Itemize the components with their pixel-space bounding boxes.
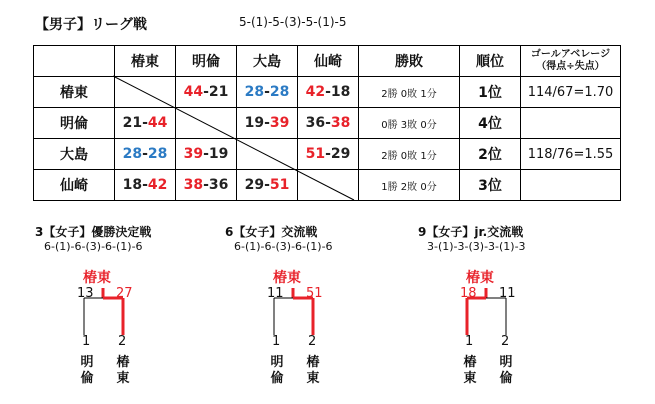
- bracket-right-score: 11: [499, 286, 516, 301]
- col-header: 仙崎: [298, 46, 359, 77]
- team-name: 明倫: [34, 108, 115, 139]
- score-opp: 21: [208, 84, 229, 100]
- bracket-right-score: 51: [306, 286, 323, 301]
- score-dash: -: [142, 177, 148, 193]
- average-cell: 118/76=1.55: [521, 139, 621, 170]
- score-dash: -: [264, 115, 270, 131]
- score-opp: 44: [147, 115, 168, 131]
- bracket-right-seed: 2: [308, 334, 317, 349]
- league-title: 【男子】リーグ戦: [35, 17, 147, 33]
- bracket-winner: 椿東: [466, 270, 494, 286]
- score-own: 19: [244, 115, 265, 131]
- score-opp: 38: [330, 115, 351, 131]
- bracket-lines: [35, 280, 155, 340]
- score-own: 42: [305, 84, 326, 100]
- bracket-winner: 椿東: [273, 270, 301, 286]
- bracket-left-team-2: 倫: [80, 371, 94, 386]
- bracket-right-team-1: 椿: [116, 355, 130, 370]
- bracket-right-team-2: 東: [306, 371, 320, 386]
- bracket-left-seed: 1: [465, 334, 474, 349]
- score-opp: 28: [269, 84, 290, 100]
- col-header: 椿東: [115, 46, 176, 77]
- score-opp: 42: [147, 177, 168, 193]
- col-header: 明倫: [176, 46, 237, 77]
- rank-cell: 4位: [460, 108, 521, 139]
- league-formula: 5-(1)-5-(3)-5-(1)-5: [239, 15, 347, 29]
- bracket-left-seed: 1: [272, 334, 281, 349]
- diagonal-line: [113, 76, 354, 200]
- score-own: 39: [183, 146, 204, 162]
- score-own: 36: [305, 115, 326, 131]
- team-name: 椿東: [34, 77, 115, 108]
- record-cell: 1勝 2敗 0分: [359, 170, 460, 201]
- bracket-right-team-1: 椿: [306, 355, 320, 370]
- bracket-left-team-2: 倫: [270, 371, 284, 386]
- team-name: 仙崎: [34, 170, 115, 201]
- score-opp: 19: [208, 146, 229, 162]
- bracket-right-team-2: 東: [116, 371, 130, 386]
- bracket-title: 6【女子】交流戦: [225, 225, 318, 239]
- bracket-lines: [418, 280, 538, 340]
- score-opp: 28: [147, 146, 168, 162]
- score-own: 28: [122, 146, 143, 162]
- score-dash: -: [203, 146, 209, 162]
- score-opp: 51: [269, 177, 290, 193]
- score-dash: -: [142, 146, 148, 162]
- score-dash: -: [264, 177, 270, 193]
- bracket-left-team-1: 椿: [463, 355, 477, 370]
- bracket-left-score: 13: [77, 286, 94, 301]
- bracket-right-seed: 2: [501, 334, 510, 349]
- bracket-formula: 6-(1)-6-(3)-6-(1)-6: [44, 240, 143, 253]
- score-opp: 18: [330, 84, 351, 100]
- score-opp: 29: [330, 146, 351, 162]
- col-header: 勝敗: [359, 46, 460, 77]
- bracket-formula: 3-(1)-3-(3)-3-(1)-3: [427, 240, 526, 253]
- score-dash: -: [325, 146, 331, 162]
- bracket-left-team-1: 明: [80, 355, 94, 370]
- score-own: 44: [183, 84, 204, 100]
- score-own: 29: [244, 177, 265, 193]
- rank-cell: 1位: [460, 77, 521, 108]
- score-own: 21: [122, 115, 143, 131]
- bracket-left-score: 18: [460, 286, 477, 301]
- bracket-right-team-1: 明: [499, 355, 513, 370]
- col-header: 大島: [237, 46, 298, 77]
- score-dash: -: [203, 84, 209, 100]
- rank-cell: 3位: [460, 170, 521, 201]
- score-own: 28: [244, 84, 265, 100]
- avg-header-line2: （得点÷失点）: [536, 61, 605, 72]
- bracket-left-seed: 1: [82, 334, 91, 349]
- bracket-right-seed: 2: [118, 334, 127, 349]
- bracket-winner: 椿東: [83, 270, 111, 286]
- bracket-right-team-2: 倫: [499, 371, 513, 386]
- score-own: 38: [183, 177, 204, 193]
- avg-header-line1: ゴールアベレージ: [530, 49, 611, 60]
- bracket-title: 3【女子】優勝決定戦: [35, 225, 152, 239]
- score-own: 18: [122, 177, 143, 193]
- bracket-right-score: 27: [116, 286, 133, 301]
- score-opp: 39: [269, 115, 290, 131]
- bracket-lines: [225, 280, 345, 340]
- score-dash: -: [325, 84, 331, 100]
- record-cell: 0勝 3敗 0分: [359, 108, 460, 139]
- score-own: 51: [305, 146, 326, 162]
- score-dash: -: [142, 115, 148, 131]
- score-dash: -: [203, 177, 209, 193]
- bracket-left-team-1: 明: [270, 355, 284, 370]
- bracket-left-team-2: 東: [463, 371, 477, 386]
- score-opp: 36: [208, 177, 229, 193]
- score-dash: -: [264, 84, 270, 100]
- bracket-left-score: 11: [267, 286, 284, 301]
- col-header: 順位: [460, 46, 521, 77]
- score-dash: -: [325, 115, 331, 131]
- bracket-formula: 6-(1)-6-(3)-6-(1)-6: [234, 240, 333, 253]
- rank-cell: 2位: [460, 139, 521, 170]
- record-cell: 2勝 0敗 1分: [359, 139, 460, 170]
- bracket-title: 9【女子】jr.交流戦: [418, 225, 524, 239]
- team-name: 大島: [34, 139, 115, 170]
- average-cell: 114/67=1.70: [521, 77, 621, 108]
- record-cell: 2勝 0敗 1分: [359, 77, 460, 108]
